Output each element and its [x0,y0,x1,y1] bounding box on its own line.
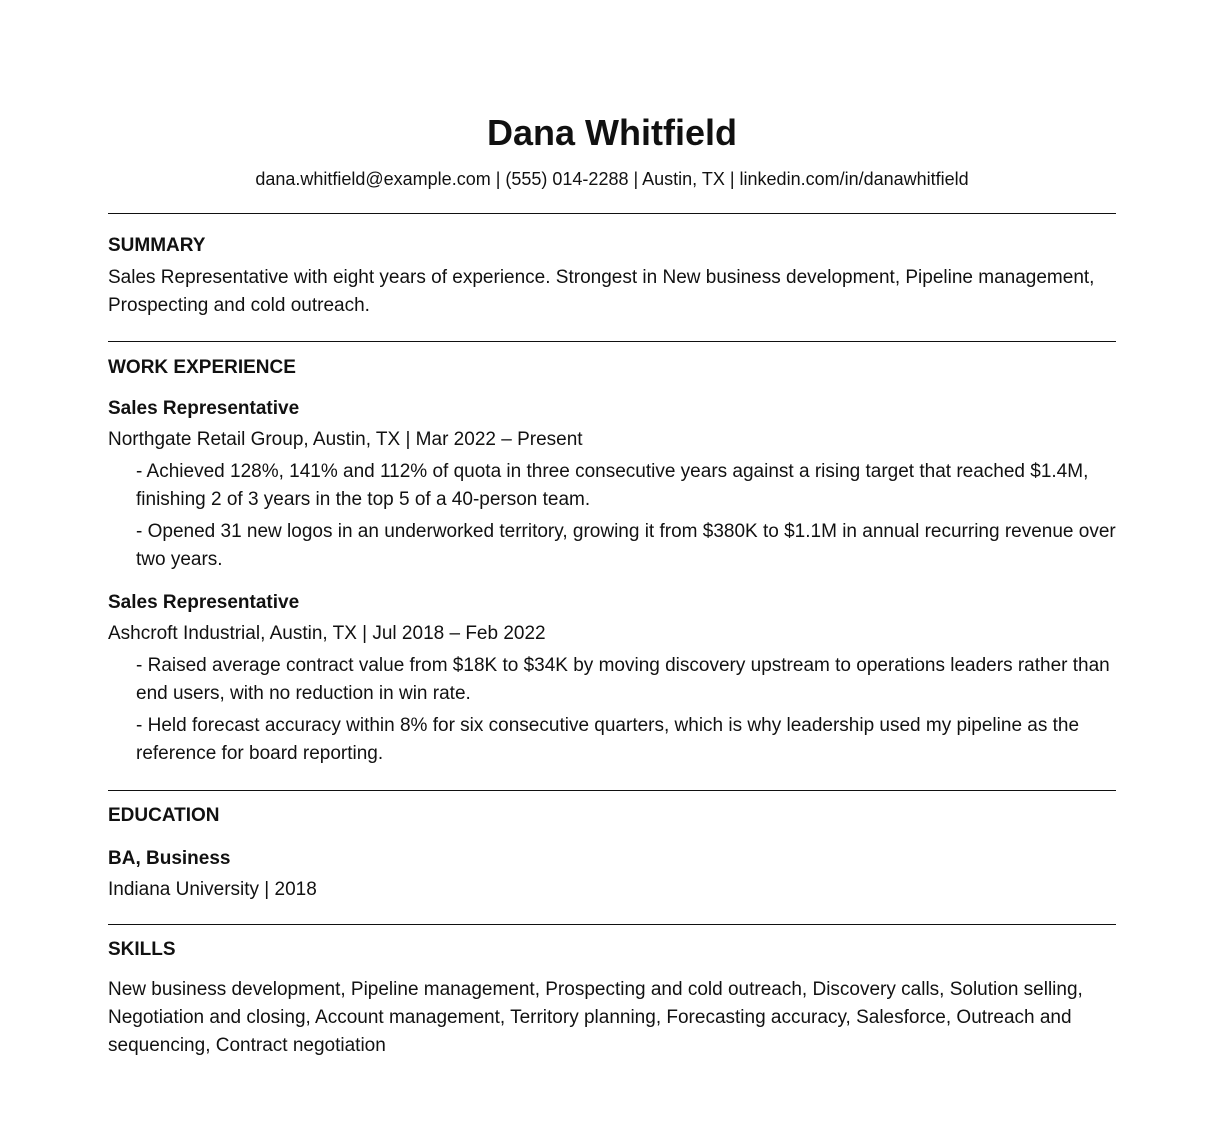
summary-heading: SUMMARY [108,235,206,256]
job-entry [108,590,1116,768]
degree-title: BA, Business [108,848,231,869]
divider [108,341,1116,342]
job-meta: Northgate Retail Group, Austin, TX | Mar 2022 – Present [108,429,583,450]
experience-section [108,355,1116,768]
job-bullet: - Opened 31 new logos in an underworked territory, growing it from $380K to $1.1M in annual recurring revenue over two years. [136,521,1116,570]
candidate-name: Dana Whitfield [487,112,737,153]
experience-heading: WORK EXPERIENCE [108,357,296,378]
school-meta: Indiana University | 2018 [108,879,317,900]
summary-text: Sales Representative with eight years of experience. Strongest in New business development, Pipeline management, Prospecting and cold outreach. [108,267,1095,316]
skills-heading: SKILLS [108,939,176,960]
skills-section [108,937,1116,1060]
job-bullets [108,652,1116,768]
job-bullet: - Achieved 128%, 141% and 112% of quota in three consecutive years against a rising target that reached $1.4M, finishing 2 of 3 years in the top 5 of a 40-person team. [136,461,1089,510]
job-title: Sales Representative [108,398,300,419]
education-section [108,803,1116,904]
divider [108,924,1116,925]
job-entry [108,396,1116,574]
skills-text: New business development, Pipeline management, Prospecting and cold outreach, Discovery calls, Solution selling, Negotiation and closing, Account management, Territory planning, Forecasting accuracy, Salesforce, Outreach and sequencing, Contract negotiation [108,979,1083,1056]
divider [108,790,1116,791]
contact-line: dana.whitfield@example.com | (555) 014-2288 | Austin, TX | linkedin.com/in/danawhitfield [255,169,969,189]
job-title: Sales Representative [108,592,300,613]
resume-content [108,108,1116,1060]
job-bullet: - Raised average contract value from $18K to $34K by moving discovery upstream to operations leaders rather than end users, with no reduction in win rate. [136,655,1110,704]
education-heading: EDUCATION [108,805,220,826]
divider [108,213,1116,214]
job-bullet: - Held forecast accuracy within 8% for six consecutive quarters, which is why leadership used my pipeline as the reference for board reporting. [136,715,1080,764]
job-meta: Ashcroft Industrial, Austin, TX | Jul 2018 – Feb 2022 [108,623,546,644]
job-bullets [108,458,1116,574]
summary-section [108,233,1116,320]
